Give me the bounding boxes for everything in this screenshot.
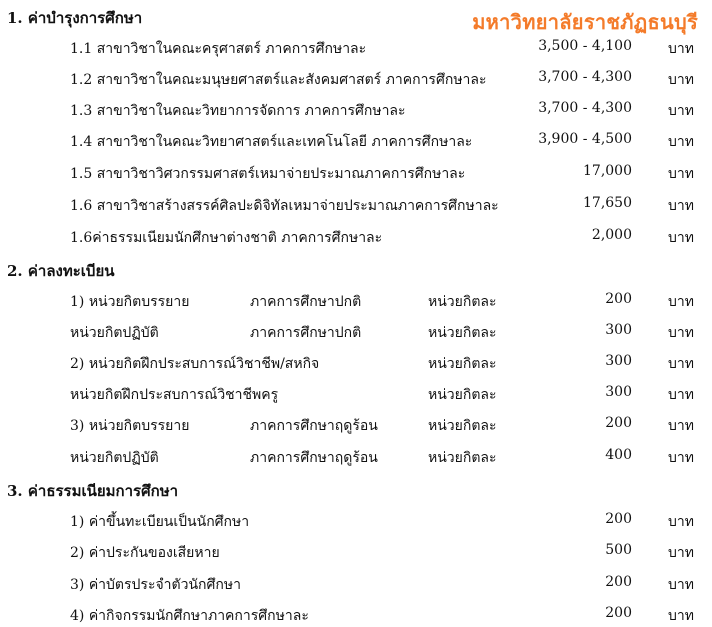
- s1-row-amount: 3,500 - 4,100: [538, 38, 632, 54]
- s1-row-amount: 17,000: [583, 163, 632, 179]
- s1-row-amount: 3,700 - 4,300: [538, 69, 632, 85]
- s1-row-amount: 3,900 - 4,500: [538, 131, 632, 147]
- s3-row-unit: บาท: [668, 545, 694, 561]
- s2-row-unit: บาท: [668, 418, 694, 434]
- s2-row-label: หน่วยกิตปฏิบัติ: [70, 450, 159, 466]
- s3-row-amount: 200: [605, 574, 632, 590]
- s2-row-amount: 300: [605, 322, 632, 338]
- s1-row-unit: บาท: [668, 230, 694, 246]
- s1-row-label: 1.6ค่าธรรมเนียมนักศึกษาต่างชาติ ภาคการศึกษาละ: [70, 230, 383, 246]
- s2-row-amount: 400: [605, 447, 632, 463]
- university-logo-text: มหาวิทยาลัยราชภัฏธนบุรี: [472, 10, 698, 34]
- section3-title: 3. ค่าธรรมเนียมการศึกษา: [7, 482, 179, 500]
- s2-row-label: 1) หน่วยกิตบรรยาย: [70, 294, 190, 310]
- s1-row-label: 1.5 สาขาวิชาวิศวกรรมศาสตร์เหมาจ่ายประมาณภาคการศึกษาละ: [70, 166, 466, 182]
- s2-row-unit: บาท: [668, 387, 694, 403]
- s1-row-label: 1.4 สาขาวิชาในคณะวิทยาศาสตร์และเทคโนโลยี ภาคการศึกษาละ: [70, 134, 473, 150]
- s2-row-per: หน่วยกิตละ: [428, 387, 497, 403]
- s1-row-label: 1.6 สาขาวิชาสร้างสรรค์ศิลปะดิจิทัลเหมาจ่ายประมาณภาคการศึกษาละ: [70, 198, 499, 214]
- s3-row-label: 4) ค่ากิจกรรมนักศึกษาภาคการศึกษาละ: [70, 608, 309, 624]
- s1-row-unit: บาท: [668, 134, 694, 150]
- s3-row-unit: บาท: [668, 577, 694, 593]
- section2-title: 2. ค่าลงทะเบียน: [7, 262, 115, 280]
- s1-row-unit: บาท: [668, 41, 694, 57]
- s2-row-term: ภาคการศึกษาปกติ: [250, 294, 362, 310]
- s2-row-amount: 300: [605, 353, 632, 369]
- s2-row-amount: 200: [605, 291, 632, 307]
- s2-row-unit: บาท: [668, 356, 694, 372]
- s3-row-label: 2) ค่าประกันของเสียหาย: [70, 545, 220, 561]
- s3-row-label: 3) ค่าบัตรประจำตัวนักศึกษา: [70, 577, 241, 593]
- s2-row-per: หน่วยกิตละ: [428, 356, 497, 372]
- s2-row-per: หน่วยกิตละ: [428, 325, 497, 341]
- s2-row-label: หน่วยกิตฝึกประสบการณ์วิชาชีพครู: [70, 387, 279, 403]
- s2-row-label: 3) หน่วยกิตบรรยาย: [70, 418, 190, 434]
- s2-row-amount: 200: [605, 415, 632, 431]
- s3-row-label: 1) ค่าขึ้นทะเบียนเป็นนักศึกษา: [70, 514, 250, 530]
- s1-row-unit: บาท: [668, 103, 694, 119]
- s2-row-label: หน่วยกิตปฏิบัติ: [70, 325, 159, 341]
- s1-row-label: 1.3 สาขาวิชาในคณะวิทยาการจัดการ ภาคการศึกษาละ: [70, 103, 406, 119]
- s2-row-per: หน่วยกิตละ: [428, 450, 497, 466]
- s3-row-amount: 200: [605, 605, 632, 621]
- s1-row-unit: บาท: [668, 72, 694, 88]
- s2-row-term: ภาคการศึกษาฤดูร้อน: [250, 450, 378, 466]
- section1-title: 1. ค่าบำรุงการศึกษา: [7, 9, 143, 27]
- s3-row-unit: บาท: [668, 514, 694, 530]
- s2-row-unit: บาท: [668, 325, 694, 341]
- s1-row-label: 1.2 สาขาวิชาในคณะมนุษยศาสตร์และสังคมศาสตร์ ภาคการศึกษาละ: [70, 72, 487, 88]
- s1-row-unit: บาท: [668, 166, 694, 182]
- s3-row-amount: 200: [605, 511, 632, 527]
- s3-row-amount: 500: [605, 542, 632, 558]
- s1-row-unit: บาท: [668, 198, 694, 214]
- s2-row-amount: 300: [605, 384, 632, 400]
- s2-row-per: หน่วยกิตละ: [428, 418, 497, 434]
- s2-row-term: ภาคการศึกษาฤดูร้อน: [250, 418, 378, 434]
- s1-row-amount: 3,700 - 4,300: [538, 100, 632, 116]
- s2-row-label: 2) หน่วยกิตฝึกประสบการณ์วิชาชีพ/สหกิจ: [70, 356, 320, 372]
- s1-row-label: 1.1 สาขาวิชาในคณะครุศาสตร์ ภาคการศึกษาละ: [70, 41, 367, 57]
- s2-row-unit: บาท: [668, 294, 694, 310]
- s1-row-amount: 17,650: [583, 195, 632, 211]
- s3-row-unit: บาท: [668, 608, 694, 624]
- s1-row-amount: 2,000: [591, 227, 632, 243]
- s2-row-term: ภาคการศึกษาปกติ: [250, 325, 362, 341]
- s2-row-unit: บาท: [668, 450, 694, 466]
- s2-row-per: หน่วยกิตละ: [428, 294, 497, 310]
